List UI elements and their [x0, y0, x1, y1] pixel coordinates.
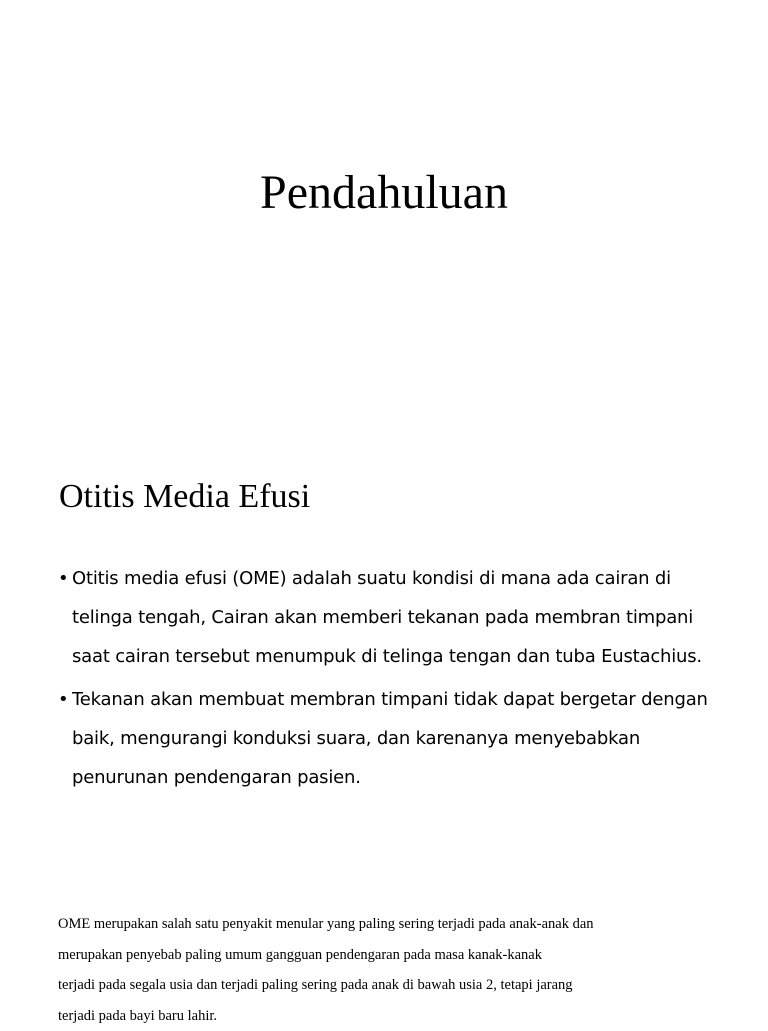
- bullet-icon: •: [58, 559, 68, 598]
- section-heading: Otitis Media Efusi: [59, 474, 310, 520]
- notes-line: terjadi pada bayi baru lahir.: [58, 1001, 748, 1031]
- bullet-icon: •: [58, 680, 68, 719]
- notes-line: merupakan penyebab paling umum gangguan pendengaran pada masa kanak-kanak: [58, 940, 748, 971]
- notes-line: terjadi pada segala usia dan terjadi paling sering pada anak di bawah usia 2, tetapi jarang: [58, 970, 748, 1001]
- bullet-item: [58, 680, 718, 797]
- notes-line: OME merupakan salah satu penyakit menular yang paling sering terjadi pada anak-anak dan: [58, 909, 748, 940]
- bullet-list: [58, 559, 718, 801]
- bullet-text: Otitis media efusi (OME) adalah suatu kondisi di mana ada cairan di telinga tengah, Cairan akan memberi tekanan pada membran timpani saat cairan tersebut menumpuk di telinga tengan dan tuba Eustachius.: [72, 568, 702, 667]
- bullet-text: Tekanan akan membuat membran timpani tidak dapat bergetar dengan baik, mengurangi konduksi suara, dan karenanya menyebabkan penurunan pendengaran pasien.: [72, 689, 708, 788]
- bullet-item: [58, 559, 718, 676]
- page-title: Pendahuluan: [0, 160, 768, 226]
- notes-paragraph: [58, 909, 748, 1031]
